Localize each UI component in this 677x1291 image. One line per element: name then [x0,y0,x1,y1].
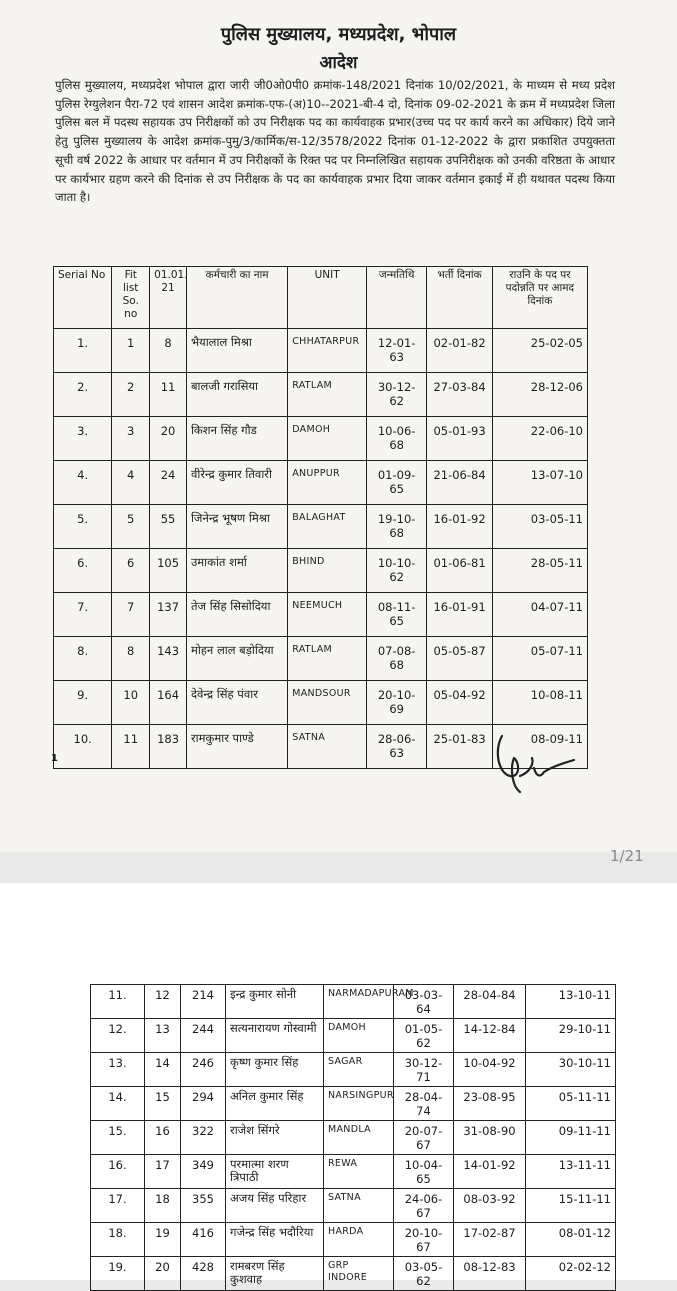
cell-fit-list: 11 [112,725,150,769]
cell-promotion-date: 04-07-11 [492,593,587,637]
cell-number: 11 [150,373,187,417]
header-unit: UNIT [288,267,367,329]
cell-name: रामबरण सिंह कुशवाह [226,1257,324,1291]
table-row [54,461,588,505]
cell-dob: 10-04-65 [394,1155,454,1189]
cell-fit-list: 12 [145,985,181,1019]
table-row [91,985,616,1019]
cell-serial: 5. [54,505,112,549]
cell-dob: 28-04-74 [394,1087,454,1121]
cell-doj: 08-03-92 [454,1189,526,1223]
cell-number: 294 [181,1087,226,1121]
cell-number: 24 [150,461,187,505]
cell-serial: 6. [54,549,112,593]
cell-promotion-date: 08-01-12 [526,1223,616,1257]
cell-dob: 07-08-68 [366,637,426,681]
cell-name: कृष्ण कुमार सिंह [226,1053,324,1087]
cell-name: जिनेन्द्र भूषण मिश्रा [186,505,287,549]
table-row [54,549,588,593]
header-promotion-date: राउनि के पद पर पदोन्नति पर आमद दिनांक [492,267,587,329]
cell-promotion-date: 25-02-05 [492,329,587,373]
cell-number: 105 [150,549,187,593]
document-page-2 [0,883,677,1288]
cell-doj: 14-12-84 [454,1019,526,1053]
cell-doj: 14-01-92 [454,1155,526,1189]
cell-unit: SAGAR [324,1053,394,1087]
cell-unit: MANDSOUR [288,681,367,725]
document-title: पुलिस मुख्यालय, मध्यप्रदेश, भोपाल [220,24,457,45]
cell-fit-list: 1 [112,329,150,373]
cell-number: 164 [150,681,187,725]
signature [490,728,590,798]
cell-doj: 28-04-84 [454,985,526,1019]
cell-serial: 11. [91,985,145,1019]
header-name: कर्मचारी का नाम [186,267,287,329]
cell-name: तेज सिंह सिसोदिया [186,593,287,637]
cell-doj: 16-01-92 [427,505,492,549]
cell-promotion-date: 10-08-11 [492,681,587,725]
cell-promotion-date: 13-07-10 [492,461,587,505]
cell-number: 416 [181,1223,226,1257]
cell-name: सत्यनारायण गोस्वामी [226,1019,324,1053]
cell-dob: 03-03-64 [394,985,454,1019]
table-row [54,593,588,637]
cell-serial: 15. [91,1121,145,1155]
header-date: 01.01. 21 [150,267,187,329]
cell-promotion-date: 03-05-11 [492,505,587,549]
cell-unit: RATLAM [288,637,367,681]
cell-dob: 03-05-62 [394,1257,454,1291]
cell-number: 183 [150,725,187,769]
cell-dob: 10-10-62 [366,549,426,593]
cell-name: अजय सिंह परिहार [226,1189,324,1223]
promotion-table-page-2 [90,984,616,1291]
cell-unit: RATLAM [288,373,367,417]
cell-fit-list: 18 [145,1189,181,1223]
cell-name: इन्द्र कुमार सोनी [226,985,324,1019]
cell-number: 428 [181,1257,226,1291]
cell-fit-list: 13 [145,1019,181,1053]
cell-promotion-date: 08-09-11 [492,725,587,769]
cell-promotion-date: 09-11-11 [526,1121,616,1155]
cell-serial: 9. [54,681,112,725]
cell-promotion-date: 30-10-11 [526,1053,616,1087]
cell-serial: 19. [91,1257,145,1291]
cell-promotion-date: 15-11-11 [526,1189,616,1223]
cell-number: 143 [150,637,187,681]
cell-number: 8 [150,329,187,373]
cell-fit-list: 7 [112,593,150,637]
cell-dob: 30-12-71 [394,1053,454,1087]
cell-unit: HARDA [324,1223,394,1257]
cell-dob: 30-12-62 [366,373,426,417]
cell-fit-list: 17 [145,1155,181,1189]
cell-doj: 05-01-93 [427,417,492,461]
cell-serial: 12. [91,1019,145,1053]
cell-unit: GRP INDORE [324,1257,394,1291]
cell-doj: 17-02-87 [454,1223,526,1257]
page-indicator: 1/21 [610,847,644,865]
cell-name: राजेश सिंगरे [226,1121,324,1155]
cell-unit: BALAGHAT [288,505,367,549]
cell-number: 246 [181,1053,226,1087]
cell-doj: 21-06-84 [427,461,492,505]
cell-name: अनिल कुमार सिंह [226,1087,324,1121]
cell-fit-list: 4 [112,461,150,505]
cell-name: गजेन्द्र सिंह भदौरिया [226,1223,324,1257]
cell-dob: 20-10-67 [394,1223,454,1257]
cell-fit-list: 2 [112,373,150,417]
cell-unit: NARSINGPUR [324,1087,394,1121]
cell-unit: NARMADAPURAM [324,985,394,1019]
cell-number: 214 [181,985,226,1019]
table-row [54,681,588,725]
cell-serial: 7. [54,593,112,637]
cell-serial: 17. [91,1189,145,1223]
cell-promotion-date: 22-06-10 [492,417,587,461]
cell-fit-list: 20 [145,1257,181,1291]
table-row [54,329,588,373]
table-row [54,373,588,417]
cell-doj: 01-06-81 [427,549,492,593]
cell-number: 55 [150,505,187,549]
cell-name: किशन सिंह गौड [186,417,287,461]
cell-serial: 4. [54,461,112,505]
cell-doj: 02-01-82 [427,329,492,373]
cell-name: परमात्मा शरण त्रिपाठी [226,1155,324,1189]
cell-unit: BHIND [288,549,367,593]
cell-dob: 24-06-67 [394,1189,454,1223]
cell-dob: 08-11-65 [366,593,426,637]
order-paragraph: पुलिस मुख्यालय, मध्यप्रदेश भोपाल द्वारा जारी जी0ओ0पी0 क्रमांक-148/2021 दिनांक 10/02/2021, के माध्यम से मध्य प्रदेश पुलिस रेग्युलेशन पैरा-72 एवं शासन आदेश क्रमांक-एफ-(अ)10--2021-बी-4 दो, दिनांक 09-02-2021 के क्रम में मध्यप्रदेश जिला पुलिस बल में पदस्थ सहायक उप निरीक्षकों को उप निरीक्षक पद का कार्यवाहक प्रभार(उच्च पद पर कार्य करने का अधिकार) दिये जाने हेतु पुलिस मुख्यालय के आदेश क्रमांक-पुमु/3/कार्मिक/स-12/3578/2022 दिनांक 01-12-2022 के द्वारा प्रकाशित उपयुक्तता सूची वर्ष 2022 के आधार पर वर्तमान में उप निरीक्षकों के रिक्त पद पर निम्नलिखित सहायक उपनिरीक्षक को उनकी वरिष्ठता के आधार पर कार्यभार ग्रहण करने की दिनांक से उप निरीक्षक के पद का कार्यवाहक प्रभार दिया जाकर वर्तमान इकाई में ही यथावत पदस्थ किया जाता है। [55,78,615,205]
cell-unit: CHHATARPUR [288,329,367,373]
header-dob: जन्मतिथि [366,267,426,329]
table-row [54,505,588,549]
cell-name: बालजी गरासिया [186,373,287,417]
table-row [91,1155,616,1189]
promotion-table-page-1 [53,266,588,769]
cell-serial: 16. [91,1155,145,1189]
table-row [91,1087,616,1121]
table-row [91,1053,616,1087]
cell-serial: 18. [91,1223,145,1257]
header-doj: भर्ती दिनांक [427,267,492,329]
cell-dob: 20-07-67 [394,1121,454,1155]
table-row [91,1223,616,1257]
cell-unit: MANDLA [324,1121,394,1155]
cell-doj: 25-01-83 [427,725,492,769]
cell-unit: SATNA [288,725,367,769]
cell-number: 137 [150,593,187,637]
cell-fit-list: 3 [112,417,150,461]
cell-promotion-date: 05-07-11 [492,637,587,681]
cell-number: 20 [150,417,187,461]
cell-number: 355 [181,1189,226,1223]
cell-number: 244 [181,1019,226,1053]
document-subtitle: आदेश [319,53,358,73]
cell-fit-list: 16 [145,1121,181,1155]
cell-doj: 05-05-87 [427,637,492,681]
cell-unit: DAMOH [288,417,367,461]
header-fit-list: Fit list So. no [112,267,150,329]
cell-fit-list: 10 [112,681,150,725]
cell-dob: 28-06-63 [366,725,426,769]
cell-fit-list: 8 [112,637,150,681]
cell-serial: 8. [54,637,112,681]
cell-promotion-date: 13-11-11 [526,1155,616,1189]
cell-serial: 3. [54,417,112,461]
cell-dob: 20-10-69 [366,681,426,725]
cell-fit-list: 14 [145,1053,181,1087]
cell-doj: 23-08-95 [454,1087,526,1121]
cell-fit-list: 15 [145,1087,181,1121]
cell-doj: 08-12-83 [454,1257,526,1291]
cell-dob: 01-09-65 [366,461,426,505]
cell-promotion-date: 13-10-11 [526,985,616,1019]
cell-number: 322 [181,1121,226,1155]
cell-unit: SATNA [324,1189,394,1223]
cell-name: मोहन लाल बड़ोदिया [186,637,287,681]
cell-unit: REWA [324,1155,394,1189]
table-row [54,637,588,681]
table-row [91,1019,616,1053]
cell-unit: ANUPPUR [288,461,367,505]
cell-serial: 13. [91,1053,145,1087]
cell-doj: 16-01-91 [427,593,492,637]
cell-doj: 31-08-90 [454,1121,526,1155]
header-serial: Serial No [54,267,112,329]
cell-fit-list: 5 [112,505,150,549]
cell-serial: 1. [54,329,112,373]
cell-doj: 10-04-92 [454,1053,526,1087]
cell-dob: 01-05-62 [394,1019,454,1053]
cell-dob: 10-06-68 [366,417,426,461]
cell-dob: 12-01-63 [366,329,426,373]
cell-dob: 19-10-68 [366,505,426,549]
cell-number: 349 [181,1155,226,1189]
page-marker: 1 [51,753,58,764]
cell-name: भैयालाल मिश्रा [186,329,287,373]
cell-promotion-date: 05-11-11 [526,1087,616,1121]
cell-doj: 27-03-84 [427,373,492,417]
cell-name: उमाकांत शर्मा [186,549,287,593]
cell-serial: 10. [54,725,112,769]
cell-serial: 14. [91,1087,145,1121]
cell-unit: DAMOH [324,1019,394,1053]
cell-name: वीरेन्द्र कुमार तिवारी [186,461,287,505]
table-row [91,1257,616,1291]
cell-name: देवेन्द्र सिंह पंवार [186,681,287,725]
table-row [91,1189,616,1223]
cell-name: रामकुमार पाण्डे [186,725,287,769]
table-row [54,417,588,461]
cell-promotion-date: 28-12-06 [492,373,587,417]
cell-promotion-date: 29-10-11 [526,1019,616,1053]
table-row [91,1121,616,1155]
cell-fit-list: 19 [145,1223,181,1257]
cell-doj: 05-04-92 [427,681,492,725]
cell-unit: NEEMUCH [288,593,367,637]
cell-fit-list: 6 [112,549,150,593]
cell-promotion-date: 28-05-11 [492,549,587,593]
cell-promotion-date: 02-02-12 [526,1257,616,1291]
cell-serial: 2. [54,373,112,417]
